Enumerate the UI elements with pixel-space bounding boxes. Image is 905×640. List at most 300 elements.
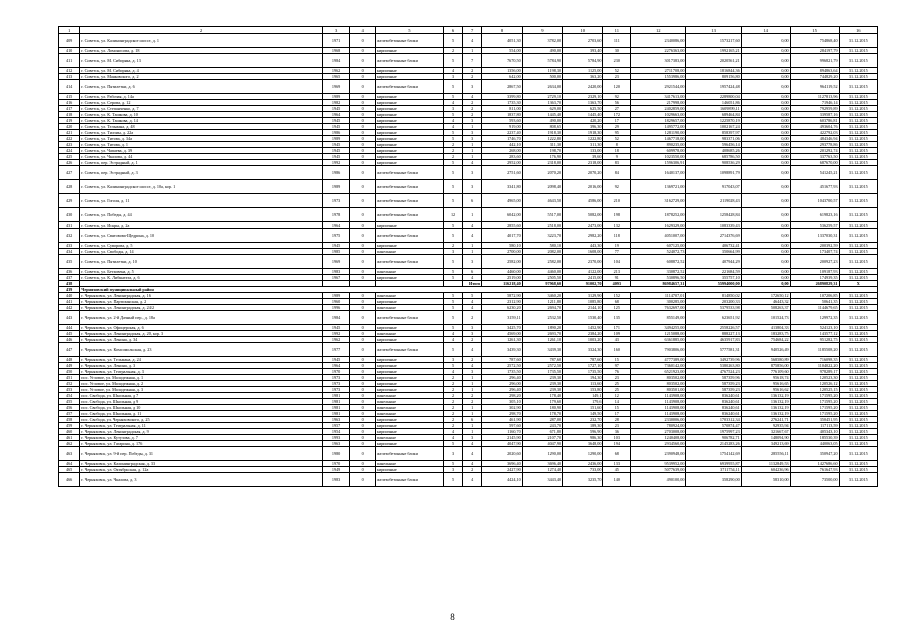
owners-funds: 120526,12: [790, 381, 839, 387]
address: г. Советск, ул. Свободы, д. 14: [80, 249, 323, 255]
owners-funds: 1337030,31: [790, 229, 839, 243]
wall-material: кирпичные: [375, 118, 443, 124]
year-built: 1983: [322, 269, 350, 275]
residents: 84: [603, 166, 631, 180]
year-overhaul: 0: [350, 255, 376, 269]
table-row: [59, 311, 878, 325]
total-area: 268,00: [482, 148, 522, 154]
floors: 2: [443, 375, 462, 381]
wall-material: панельные: [375, 461, 443, 467]
residents: 125: [603, 305, 631, 311]
wall-material: кирпичные: [375, 124, 443, 130]
address: г. Черняховск, ул. Ленина, д. 3: [80, 363, 323, 369]
entrances: Итого: [463, 281, 482, 287]
row-number: 439: [59, 287, 80, 293]
residential-area: 1222,80: [522, 136, 562, 142]
owners-funds: 200392,59: [790, 243, 839, 249]
residential-area: 1735,50: [522, 369, 562, 375]
floors: 5: [443, 94, 462, 100]
municipal-funds: 0,00: [741, 180, 790, 194]
residents: 15: [603, 405, 631, 411]
year-overhaul: 0: [350, 136, 376, 142]
entrances: 6: [463, 194, 482, 208]
floors: 5: [443, 180, 462, 194]
floors: 2: [443, 411, 462, 417]
total-area: 302,90: [482, 405, 522, 411]
year-overhaul: 0: [350, 160, 376, 166]
entrances: 1: [463, 48, 482, 54]
completion-date: 31.12.2015: [839, 369, 877, 375]
residents: 17: [603, 411, 631, 417]
residential-area: 490,00: [522, 118, 562, 124]
owners-funds: 754868,40: [790, 34, 839, 48]
completion-date: 31.12.2015: [839, 311, 877, 325]
completion-date: 31.12.2015: [839, 243, 877, 249]
completion-date: 31.12.2015: [839, 441, 877, 447]
residents: 92: [603, 180, 631, 194]
residents: 43: [603, 337, 631, 343]
column-number-7: 7: [463, 27, 482, 34]
owners-funds: 603786,81: [790, 118, 839, 124]
wall-material: панельные: [375, 249, 443, 255]
residential-area: 178,40: [522, 393, 562, 399]
address: г. Черняховск, ул. Офицерская, д. 6: [80, 325, 323, 331]
year-overhaul: 0: [350, 54, 376, 68]
regional-funds: 2289800,04: [686, 94, 741, 100]
floors: 5: [443, 441, 462, 447]
municipal-funds: 0,00: [741, 106, 790, 112]
total-cost: 3017383,00: [631, 54, 686, 68]
address: г. Черняховск, ул. Ленина, д. 34: [80, 337, 323, 343]
wall-material: железобетонные блоки: [375, 343, 443, 357]
regional-funds: 5777581,31: [686, 343, 741, 357]
private-area: 1727,10: [563, 363, 603, 369]
completion-date: 31.12.2015: [839, 411, 877, 417]
regional-funds: 836240,61: [686, 411, 741, 417]
year-overhaul: 0: [350, 331, 376, 337]
municipal-funds: 92935,94: [741, 423, 790, 429]
year-built: 1981: [322, 393, 350, 399]
completion-date: 31.12.2015: [839, 381, 877, 387]
residential-area: 1445,40: [522, 112, 562, 118]
total-cost: 1215088,00: [631, 331, 686, 337]
private-area: 194,30: [563, 375, 603, 381]
year-overhaul: 0: [350, 68, 376, 74]
floors: 2: [443, 387, 462, 393]
private-area: 596,90: [563, 429, 603, 435]
address: г. Советск, ул. Пятилетки, д. 6: [80, 80, 323, 94]
total-cost: 1114707,01: [631, 293, 686, 299]
owners-funds: 405343,10: [790, 429, 839, 435]
regional-funds: 4767524,23: [686, 369, 741, 375]
row-number: 440: [59, 293, 80, 299]
column-number-8: 8: [482, 27, 522, 34]
private-area: 232,70: [563, 417, 603, 423]
year-built: 1989: [322, 136, 350, 142]
column-number-9: 9: [522, 27, 562, 34]
residents: 213: [603, 269, 631, 275]
wall-material: кирпичные: [375, 48, 443, 54]
total-area: 6042,00: [482, 208, 522, 222]
row-number: 446: [59, 337, 80, 343]
address: пос. Угловое, ул. Молодежная, д. 2: [80, 381, 323, 387]
table-row: [59, 255, 878, 269]
total-cost: 5077639,00: [631, 467, 686, 473]
municipal-funds: 0,00: [741, 281, 790, 287]
residential-area: 2694,70: [522, 305, 562, 311]
residents: 198: [603, 208, 631, 222]
municipal-funds: 0,00: [741, 208, 790, 222]
entrances: 4: [463, 299, 482, 305]
completion-date: 31.12.2015: [839, 255, 877, 269]
column-number-11: 11: [603, 27, 631, 34]
floors: 2: [443, 243, 462, 249]
address: г. Советск, ул. Калининградское шоссе, д. 10а, кор. 1: [80, 180, 323, 194]
column-number-6: 6: [443, 27, 462, 34]
municipal-funds: 604236,96: [741, 467, 790, 473]
completion-date: 31.12.2015: [839, 74, 877, 80]
year-built: 1981: [322, 411, 350, 417]
year-overhaul: 0: [350, 305, 376, 311]
residential-area: 5784,90: [522, 54, 562, 68]
wall-material: железобетонные блоки: [375, 255, 443, 269]
owners-funds: 951282,75: [790, 337, 839, 343]
private-area: 91002,70: [563, 281, 603, 287]
completion-date: 31.12.2015: [839, 305, 877, 311]
municipal-funds: 0,00: [741, 48, 790, 54]
total-cost: 2330006,00: [631, 417, 686, 423]
floors: 5: [443, 363, 462, 369]
municipal-funds: 0,00: [741, 54, 790, 68]
municipal-funds: 0,00: [741, 118, 790, 124]
address: г. Черняховск, ул. 2-й Дачный пер., д. 18а: [80, 311, 323, 325]
total-area: 4017,70: [482, 229, 522, 243]
residents: 160: [603, 343, 631, 357]
municipal-funds: 95618,74: [741, 375, 790, 381]
total-cost: 2711708,00: [631, 68, 686, 74]
owners-funds: 761647,93: [790, 467, 839, 473]
municipal-funds: 136132,19: [741, 393, 790, 399]
municipal-funds: 285556,11: [741, 447, 790, 461]
address: г. Черняховск, ул. Калининградская, д. 33: [80, 461, 323, 467]
year-built: 1992: [322, 160, 350, 166]
address: г. Советск, пер. Эстрадный, д. 3: [80, 166, 323, 180]
completion-date: 31.12.2015: [839, 136, 877, 142]
floors: 2: [443, 148, 462, 154]
residents: 23: [603, 74, 631, 80]
row-number: 452: [59, 381, 80, 387]
private-area: 5784,90: [563, 54, 603, 68]
row-number: 453: [59, 387, 80, 393]
owners-funds: 129972,35: [790, 311, 839, 325]
municipal-funds: 0,00: [741, 229, 790, 243]
completion-date: 31.12.2015: [839, 80, 877, 94]
year-overhaul: 0: [350, 269, 376, 275]
address: г. Черняховск, ул. Чкалова, д. 3: [80, 473, 323, 487]
total-cost: 890235,00: [631, 142, 686, 148]
regional-funds: 408685,26: [686, 148, 741, 154]
total-cost: 9539952,00: [631, 461, 686, 467]
entrances: 2: [463, 337, 482, 343]
floors: 2: [443, 381, 462, 387]
owners-funds: 117113,59: [790, 423, 839, 429]
total-cost: 803502,00: [631, 375, 686, 381]
floors: 5: [443, 112, 462, 118]
total-cost: 609978,00: [631, 148, 686, 154]
completion-date: 31.12.2015: [839, 417, 877, 423]
owners-funds: 1427686,60: [790, 461, 839, 467]
total-area: 298,20: [482, 393, 522, 399]
row-number: 429: [59, 194, 80, 208]
row-number: 458: [59, 417, 80, 423]
residents: 4093: [603, 281, 631, 287]
regional-funds: 5379533,98: [686, 305, 741, 311]
total-cost: 6521923,00: [631, 369, 686, 375]
total-cost: 803502,00: [631, 381, 686, 387]
municipal-funds: 172650,12: [741, 293, 790, 299]
private-area: 4122,00: [563, 269, 603, 275]
private-area: 393,40: [563, 48, 603, 54]
wall-material: кирпичные: [375, 243, 443, 249]
table-row: [59, 473, 878, 487]
entrances: 3: [463, 180, 482, 194]
entrances: 1: [463, 411, 482, 417]
total-cost: 2276363,00: [631, 48, 686, 54]
entrances: 4: [463, 343, 482, 357]
total-area: 2312,90: [482, 299, 522, 305]
private-area: 2982,20: [563, 229, 603, 243]
residential-area: 239,30: [522, 375, 562, 381]
owners-funds: 109187,93: [790, 269, 839, 275]
residents: 135: [603, 311, 631, 325]
private-area: 1608,00: [563, 249, 603, 255]
owners-funds: 284197,79: [790, 48, 839, 54]
residential-area: 239,30: [522, 387, 562, 393]
owners-funds: 200927,23: [790, 255, 839, 269]
total-area: 2952,00: [482, 160, 522, 166]
residential-area: 787,60: [522, 357, 562, 363]
private-area: 113,60: [563, 381, 603, 387]
residents: 8: [603, 142, 631, 148]
row-number: 449: [59, 363, 80, 369]
completion-date: 31.12.2015: [839, 208, 877, 222]
completion-date: 31.12.2015: [839, 130, 877, 136]
municipal-funds: 95616,65: [741, 381, 790, 387]
owners-funds: 1127813,96: [790, 94, 839, 100]
residential-area: 2572,50: [522, 363, 562, 369]
year-built: 1989: [322, 180, 350, 194]
municipal-funds: 0,00: [741, 124, 790, 130]
total-cost: 6361885,00: [631, 337, 686, 343]
completion-date: 31.12.2015: [839, 160, 877, 166]
total-area: 1356,00: [482, 68, 522, 74]
residents: 118: [603, 229, 631, 243]
municipal-funds: 0,00: [741, 154, 790, 160]
private-area: 443,30: [563, 243, 603, 249]
regional-funds: 685786,50: [686, 154, 741, 160]
residential-area: 580,10: [522, 243, 562, 249]
column-number-4: 4: [350, 27, 376, 34]
register-sheet: [58, 26, 878, 487]
floors: 5: [443, 130, 462, 136]
total-cost: 1240408,00: [631, 435, 686, 441]
total-cost: 2921544,00: [631, 80, 686, 94]
residential-area: 3439,30: [522, 343, 562, 357]
residential-area: 243,70: [522, 423, 562, 429]
municipal-funds: 0,00: [741, 269, 790, 275]
floors: 5: [443, 299, 462, 305]
row-number: 414: [59, 80, 80, 94]
entrances: 1: [463, 381, 482, 387]
residential-area: 3696,40: [522, 461, 562, 467]
column-number-2: 2: [80, 27, 323, 34]
regional-funds: 55994000,00: [686, 281, 741, 287]
residents: 14: [603, 399, 631, 405]
year-overhaul: 0: [350, 461, 376, 467]
address: г. Советск, ул. М. Сибиряка, д. 4: [80, 68, 323, 74]
residents: 230: [603, 54, 631, 68]
total-area: 787,60: [482, 357, 522, 363]
year-overhaul: 0: [350, 100, 376, 106]
year-built: 1969: [322, 255, 350, 269]
year-overhaul: 0: [350, 387, 376, 393]
year-overhaul: 0: [350, 473, 376, 487]
row-number: 466: [59, 473, 80, 487]
floors: 2: [443, 142, 462, 148]
floors: 4: [443, 68, 462, 74]
municipal-funds: 0,00: [741, 94, 790, 100]
total-cost: 2934560,00: [631, 441, 686, 447]
address: г. Черняховск, ул. Ленинградская, д. 24/2: [80, 305, 323, 311]
total-area: 2572,50: [482, 363, 522, 369]
municipal-funds: 0,00: [741, 255, 790, 269]
private-area: 3235,70: [563, 473, 603, 487]
completion-date: 31.12.2015: [839, 399, 877, 405]
total-area: 3159,11: [482, 311, 522, 325]
column-number-15: 15: [790, 27, 839, 34]
residents: 210: [603, 194, 631, 208]
residents: 23: [603, 423, 631, 429]
year-overhaul: 0: [350, 399, 376, 405]
total-cost: 300285,00: [631, 299, 686, 305]
year-overhaul: 0: [350, 80, 376, 94]
row-number: 447: [59, 343, 80, 357]
floors: 2: [443, 399, 462, 405]
owners-funds: 422792,03: [790, 130, 839, 136]
total-cost: 803501,00: [631, 387, 686, 393]
residential-area: 2070,20: [522, 166, 562, 180]
private-area: 1735,50: [563, 369, 603, 375]
total-cost: 2703008,00: [631, 429, 686, 435]
entrances: 3: [463, 166, 482, 180]
residents: 120: [603, 80, 631, 94]
entrances: 4: [463, 363, 482, 369]
address: г. Черняховск, ул. Театральная, д. 3: [80, 369, 323, 375]
municipal-funds: 754684,22: [741, 337, 790, 343]
wall-material: панельные: [375, 405, 443, 411]
total-area: 2020,60: [482, 447, 522, 461]
year-overhaul: 0: [350, 208, 376, 222]
residential-area: 179,60: [522, 399, 562, 405]
address: г. Советск, ул. Калининградское шоссе, д. 1: [80, 34, 323, 48]
address: пос. Угловое, ул. Молодежная, д. 3: [80, 387, 323, 393]
year-built: 1970: [322, 461, 350, 467]
owners-funds: 350451,95: [790, 417, 839, 423]
row-number: 463: [59, 447, 80, 461]
entrances: 2: [463, 467, 482, 473]
completion-date: 31.12.2015: [839, 467, 877, 473]
total-area: 1735,30: [482, 100, 522, 106]
total-area: 642,00: [482, 74, 522, 80]
year-overhaul: 0: [350, 34, 376, 48]
residential-area: 1211,80: [522, 299, 562, 305]
row-number: 424: [59, 148, 80, 154]
owners-funds: 619823,16: [790, 208, 839, 222]
residents: 92: [603, 94, 631, 100]
completion-date: 31.12.2015: [839, 275, 877, 281]
entrances: 1: [463, 429, 482, 435]
residents: 52: [603, 136, 631, 142]
total-area: 298,70: [482, 411, 522, 417]
private-area: 153,80: [563, 387, 603, 393]
residents: 23: [603, 375, 631, 381]
total-area: 2519,00: [482, 275, 522, 281]
regional-funds: 406732,41: [686, 243, 741, 249]
floors: 5: [443, 255, 462, 269]
year-built: 1945: [322, 118, 350, 124]
floors: 3: [443, 357, 462, 363]
wall-material: панельные: [375, 399, 443, 405]
year-built: 1967: [322, 275, 350, 281]
entrances: 4: [463, 473, 482, 487]
entrances: 3: [463, 130, 482, 136]
regional-funds: 836240,61: [686, 399, 741, 405]
completion-date: 31.12.2015: [839, 447, 877, 461]
entrances: 6: [463, 417, 482, 423]
floors: 5: [443, 194, 462, 208]
floors: 5: [443, 275, 462, 281]
column-number-12: 12: [631, 27, 686, 34]
private-area: 189,30: [563, 423, 603, 429]
year-built: 1962: [322, 68, 350, 74]
entrances: 4: [463, 222, 482, 229]
private-area: 2436,00: [563, 461, 603, 467]
wall-material: кирпичные: [375, 148, 443, 154]
owners-funds: 524123,10: [790, 325, 839, 331]
entrances: 4: [463, 94, 482, 100]
completion-date: 31.12.2015: [839, 229, 877, 243]
total-cost: 607125,00: [631, 243, 686, 249]
residential-area: 178,70: [522, 411, 562, 417]
regional-funds: 623651,92: [686, 311, 741, 325]
floors: 5: [443, 269, 462, 275]
row-number: 423: [59, 142, 80, 148]
completion-date: 31.12.2015: [839, 34, 877, 48]
municipal-funds: 183283,75: [741, 331, 790, 337]
municipal-funds: 276241,71: [741, 417, 790, 423]
address: г. Черняховск, ул. Тельмана, д. 24: [80, 357, 323, 363]
regional-funds: 917043,07: [686, 180, 741, 194]
wall-material: кирпичные: [375, 100, 443, 106]
wall-material: железобетонные блоки: [375, 80, 443, 94]
owners-funds: 996821,79: [790, 54, 839, 68]
entrances: 4: [463, 34, 482, 48]
owners-funds: 493604,76: [790, 124, 839, 130]
completion-date: 31.12.2015: [839, 357, 877, 363]
year-built: 1954: [322, 429, 350, 435]
total-area: 3399,80: [482, 94, 522, 100]
private-area: 3129,90: [563, 293, 603, 299]
